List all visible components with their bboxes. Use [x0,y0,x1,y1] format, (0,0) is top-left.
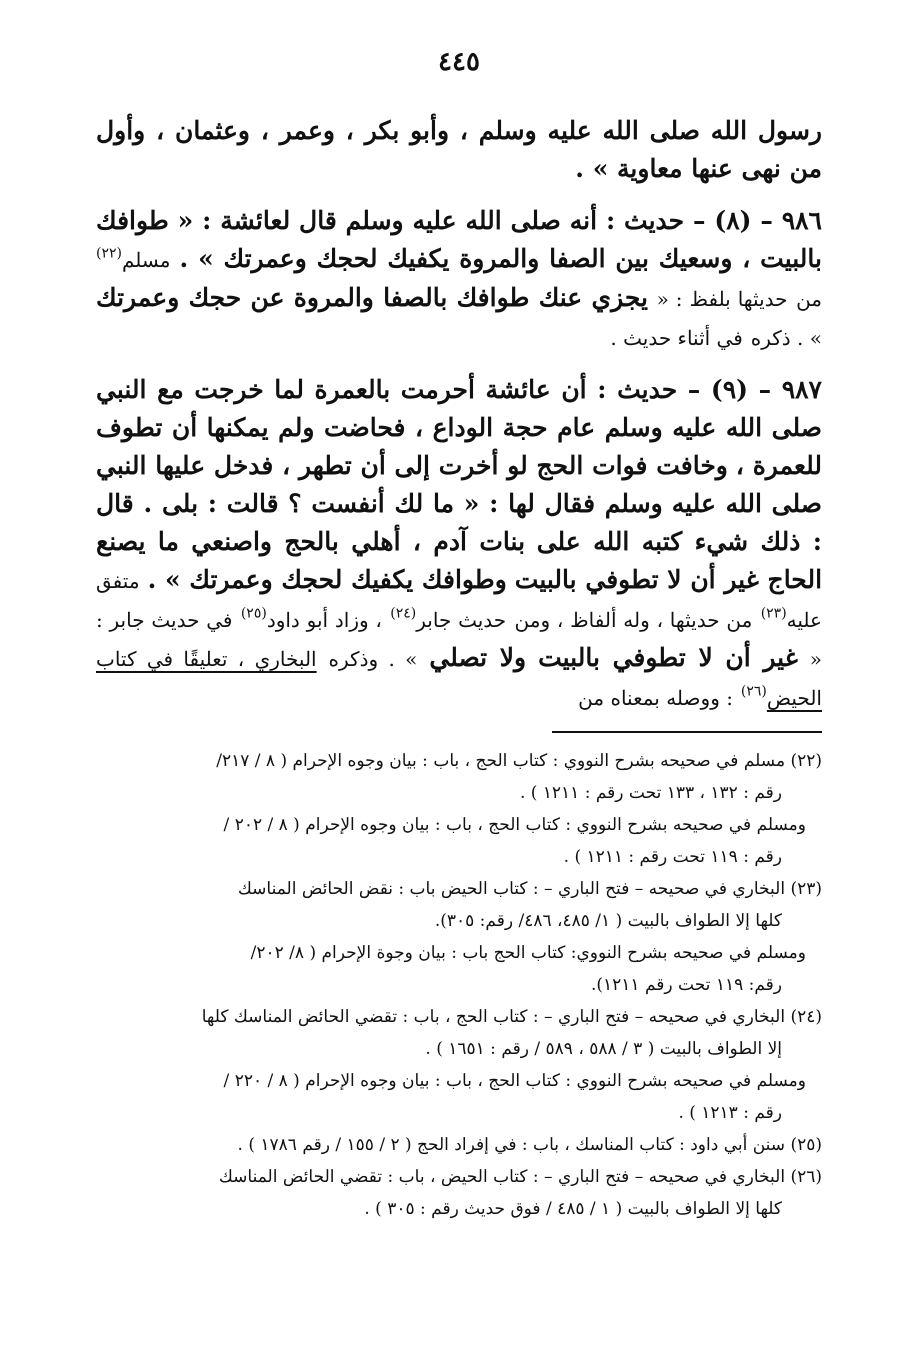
hadith-987-line7-bold: غير أن لا تطوفي بالبيت [538,643,798,672]
hadith-987-line7-b: ، وزاد أبو داود [266,608,382,632]
hadith-987-line4: وسلم فقال لها : « ما لك أنفست ؟ قالت : بلى . قال : ذلك شيء كتبه الله على [96,489,822,556]
footnote-ref-22: (٢٢) [96,245,122,262]
footnotes-section [96,745,822,1225]
footnote-entry [96,1001,822,1065]
footnote-ref-26: (٢٦) [740,683,767,700]
footnote-line: (٢٢) مسلم في صحيحه بشرح النووي : كتاب الحج ، باب : بيان وجوه الإحرام ( ٨ / ٢١٧/ [216,751,822,771]
hadith-987-line2: صلى الله عليه وسلم عام حجة الوداع ، فحاضت ولم يمكنها أن تطوف للعمرة ، [96,413,823,480]
hadith-987-line3: وخافت فوات الحج لو أخرت إلى أن تطهر ، فدخل عليها النبي صلى الله عليه [96,451,822,518]
hadith-987-line5: بنات آدم ، أهلي بالحج واصنعي ما يصنع الحاج غير أن لا تطوفي بالبيت [96,527,823,594]
footnote-ref-24: (٢٤) [390,605,417,622]
footnote-entry [96,1129,822,1161]
hadith-987-line6-bold: وطوافك يكفيك لحجك وعمرتك » . [147,565,507,594]
footnote-line: رقم : ١٣٢ ، ١٣٣ تحت رقم : ١٢١١ ) . [519,783,782,803]
footnote-line: رقم: ١١٩ تحت رقم ١٢١١). [590,975,782,995]
intro-line-1: رسول الله صلى الله عليه وسلم ، وأبو بكر ، وعمر ، وعثمان ، وأول من نهى عنها [96,116,822,183]
hadith-986-paragraph [96,202,822,357]
footnote-line: ومسلم في صحيحه بشرح النووي : كتاب الحج ، باب : بيان وجوه الإحرام ( ٨ / ٢٢٠ / [223,1071,806,1091]
footnote-line: كلها إلا الطواف بالبيت ( ١/ ٤٨٥، ٤٨٦/ رقم: ٣٠٥). [434,911,782,931]
footnote-line: رقم : ١١٩ تحت رقم : ١٢١١ ) . [563,847,782,867]
footnote-ref-23: (٢٣) [760,605,787,622]
hadith-986-ref-tail: من [796,287,822,311]
main-text [96,112,822,717]
hadith-987-line6-plain: متفق عليه [96,569,822,632]
footnote-line: ومسلم في صحيحه بشرح النووي : كتاب الحج ، باب : بيان وجوه الإحرام ( ٨ / ٢٠٢ / [223,815,806,835]
footnote-ref-25: (٢٥) [240,605,267,622]
hadith-986-ref-muslim: مسلم [121,248,171,272]
footnote-line: كلها إلا الطواف بالبيت ( ١ / ٤٨٥ / فوق حديث رقم : ٣٠٥ ) . [364,1199,782,1219]
footnote-line: (٢٥) سنن أبي داود : كتاب المناسك ، باب : في إفراد الحج ( ٢ / ١٥٥ / رقم ١٧٨٦ ) . [237,1135,822,1155]
footnote-entry [96,937,822,1001]
hadith-986-quote: يجزي عنك طوافك بالصفا والمروة عن حجك وعمرتك [96,283,648,312]
hadith-986-lead: ٩٨٦ – (٨) – حديث : أنه صلى الله عليه وسلم قال لعائشة : « طوافك [96,206,822,235]
footnote-line: (٢٤) البخاري في صحيحه – فتح الباري – : كتاب الحج ، باب : تقضي الحائض المناسك كلها [201,1007,822,1027]
hadith-986-line3-plain: حديثها بلفظ : « [656,287,788,311]
footnote-entry [96,1065,822,1129]
hadith-987-line6-tail: من حديثها ، وله ألفاظ ، ومن [514,608,753,632]
hadith-987-line8-a: » . وذكره [328,647,418,671]
footnote-line: إلا الطواف بالبيت ( ٣ / ٥٨٨ ، ٥٨٩ / رقم : ١٦٥١ ) . [425,1039,782,1059]
footnote-line: ومسلم في صحيحه بشرح النووي: كتاب الحج باب : بيان وجوة الإحرام ( ٨/ ٢٠٢/ [250,943,806,963]
hadith-987-line8-b: : ووصله بمعناه من [578,686,733,710]
hadith-987-lead: ٩٨٧ – (٩) – حديث : أن عائشة أحرمت بالعمرة لما خرجت مع النبي [96,375,822,404]
footnote-line: (٢٦) البخاري في صحيحه – فتح الباري – : كتاب الحيض ، باب : تقضي الحائض المناسك [218,1167,822,1187]
book-page [96,40,822,1225]
hadith-987-paragraph [96,371,822,717]
footnote-entry [96,809,822,873]
footnote-separator [552,731,822,733]
intro-line-2: معاوية » . [575,154,683,183]
hadith-987-line8-underlined: البخاري ، تعليقًا في كتاب الحيض [96,647,822,710]
hadith-986-line3-end: » . ذكره [750,326,822,350]
footnote-entry [96,745,822,809]
footnote-entry [96,873,822,937]
hadith-987-line7-c: في حديث جابر : « [96,608,822,671]
hadith-987-line8-bold: ولا تصلي [429,643,527,672]
hadith-987-line7-a: حديث جابر [416,608,507,632]
hadith-986-text: بالبيت ، وسعيك بين الصفا والمروة يكفيك لحجك وعمرتك » . [179,244,822,273]
page-number: ٤٤٥ [438,47,480,77]
hadith-986-line4: في أثناء حديث . [610,326,743,350]
intro-paragraph [96,112,822,188]
footnote-entry [96,1161,822,1225]
footnote-line: (٢٣) البخاري في صحيحه – فتح الباري – : كتاب الحيض باب : نقض الحائض المناسك [237,879,822,899]
footnote-line: رقم : ١٢١٣ ) . [678,1103,782,1123]
